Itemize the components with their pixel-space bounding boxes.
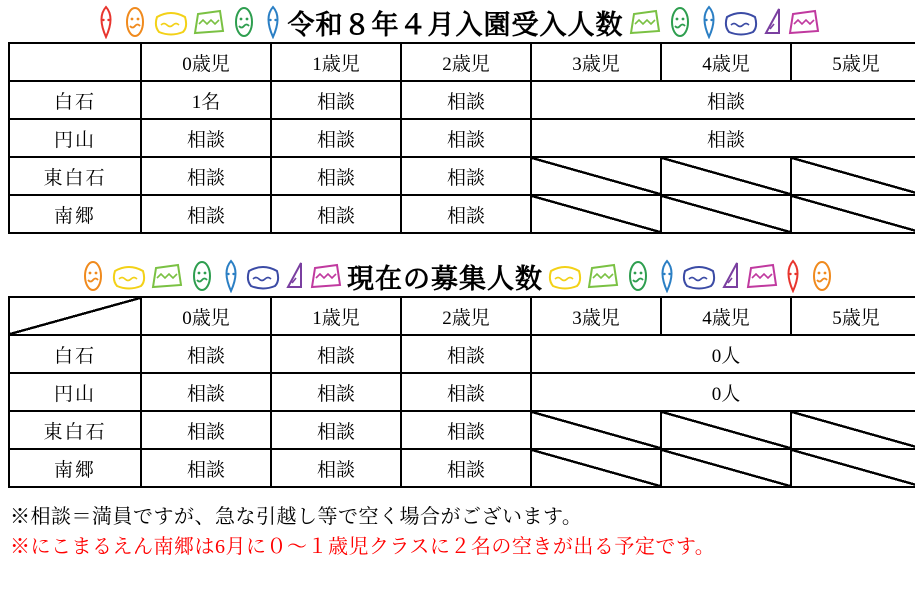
doodle-leaf-icon — [698, 5, 720, 39]
cell-nango-age5-slash — [791, 195, 915, 233]
doodle-triangle-icon — [762, 5, 784, 39]
doodle-trapezoid-icon — [787, 5, 821, 39]
doodle-blob-icon — [723, 5, 759, 39]
doodle-face-icon — [665, 5, 695, 39]
decorations-left-2 — [78, 259, 343, 293]
cell-shiroishi-age1: 相談 — [271, 335, 401, 373]
table-row — [9, 373, 915, 411]
cell-shiroishi-age345: 相談 — [531, 81, 915, 119]
cell-nango-age4-slash — [661, 195, 791, 233]
cell-nango-age2: 相談 — [401, 449, 531, 487]
header-cell-age5: 5歳児 — [791, 297, 915, 335]
row-label-maruyama: 円山 — [9, 119, 141, 157]
table-row — [9, 411, 915, 449]
cell-nango-age0: 相談 — [141, 449, 271, 487]
table-row — [9, 335, 915, 373]
header-cell-corner — [9, 43, 141, 81]
doodle-face-icon — [120, 5, 150, 39]
poster-page — [0, 2, 915, 612]
doodle-leaf-icon — [220, 259, 242, 293]
doodle-trapezoid-icon — [192, 5, 226, 39]
doodle-blob-icon — [153, 5, 189, 39]
header-cell-age3: 3歳児 — [531, 297, 661, 335]
cell-shiroishi-age2: 相談 — [401, 335, 531, 373]
doodle-blob-icon — [681, 259, 717, 293]
cell-nango-age3-slash — [531, 449, 661, 487]
cell-shiroishi-age2: 相談 — [401, 81, 531, 119]
header-cell-age4: 4歳児 — [661, 43, 791, 81]
cell-nango-age2: 相談 — [401, 195, 531, 233]
cell-higashishiroishi-age4-slash — [661, 157, 791, 195]
doodle-blob-icon — [547, 259, 583, 293]
cell-nango-age5-slash — [791, 449, 915, 487]
doodle-leaf-icon — [782, 259, 804, 293]
row-label-higashishiroishi: 東白石 — [9, 411, 141, 449]
row-label-maruyama: 円山 — [9, 373, 141, 411]
doodle-leaf-icon — [95, 5, 117, 39]
section-1-title-row — [0, 2, 915, 42]
cell-maruyama-age1: 相談 — [271, 119, 401, 157]
note-nango-openings: ※にこまるえん南郷は6月に０〜１歳児クラスに２名の空きが出る予定です。 — [10, 536, 716, 558]
cell-higashishiroishi-age1: 相談 — [271, 157, 401, 195]
header-cell-age0: 0歳児 — [141, 297, 271, 335]
section-divider-space — [0, 234, 915, 256]
cell-higashishiroishi-age5-slash — [791, 411, 915, 449]
cell-maruyama-age1: 相談 — [271, 373, 401, 411]
cell-higashishiroishi-age2: 相談 — [401, 157, 531, 195]
doodle-trapezoid-icon — [628, 5, 662, 39]
header-cell-age5: 5歳児 — [791, 43, 915, 81]
cell-nango-age4-slash — [661, 449, 791, 487]
decorations-right-2 — [547, 259, 837, 293]
cell-nango-age1: 相談 — [271, 195, 401, 233]
doodle-face-icon — [623, 259, 653, 293]
doodle-triangle-icon — [720, 259, 742, 293]
cell-shiroishi-age345: 0人 — [531, 335, 915, 373]
doodle-face-icon — [229, 5, 259, 39]
doodle-face-icon — [78, 259, 108, 293]
header-cell-age0: 0歳児 — [141, 43, 271, 81]
cell-higashishiroishi-age0: 相談 — [141, 157, 271, 195]
header-cell-age3: 3歳児 — [531, 43, 661, 81]
table-row — [9, 119, 915, 157]
section-2-title-row — [0, 256, 915, 296]
cell-higashishiroishi-age3-slash — [531, 411, 661, 449]
cell-maruyama-age2: 相談 — [401, 119, 531, 157]
section-2-title: 現在の募集人数 — [347, 263, 543, 294]
doodle-leaf-icon — [656, 259, 678, 293]
cell-nango-age3-slash — [531, 195, 661, 233]
cell-higashishiroishi-age0: 相談 — [141, 411, 271, 449]
doodle-blob-icon — [111, 259, 147, 293]
table-row — [9, 157, 915, 195]
row-label-nango: 南郷 — [9, 449, 141, 487]
doodle-face-icon — [807, 259, 837, 293]
cell-higashishiroishi-age3-slash — [531, 157, 661, 195]
cell-maruyama-age345: 相談 — [531, 119, 915, 157]
table-header-row — [9, 43, 915, 81]
table-april-intake — [8, 42, 915, 234]
table-row — [9, 449, 915, 487]
row-label-nango: 南郷 — [9, 195, 141, 233]
cell-higashishiroishi-age1: 相談 — [271, 411, 401, 449]
cell-higashishiroishi-age2: 相談 — [401, 411, 531, 449]
header-cell-corner-slash — [9, 297, 141, 335]
cell-maruyama-age345: 0人 — [531, 373, 915, 411]
cell-shiroishi-age0: 相談 — [141, 335, 271, 373]
cell-maruyama-age2: 相談 — [401, 373, 531, 411]
row-label-shiroishi: 白石 — [9, 335, 141, 373]
notes-block — [10, 502, 905, 562]
header-cell-age1: 1歳児 — [271, 297, 401, 335]
header-cell-age2: 2歳児 — [401, 43, 531, 81]
cell-shiroishi-age1: 相談 — [271, 81, 401, 119]
row-label-higashishiroishi: 東白石 — [9, 157, 141, 195]
cell-nango-age1: 相談 — [271, 449, 401, 487]
header-cell-age1: 1歳児 — [271, 43, 401, 81]
table-row — [9, 195, 915, 233]
cell-maruyama-age0: 相談 — [141, 119, 271, 157]
row-label-shiroishi: 白石 — [9, 81, 141, 119]
doodle-face-icon — [187, 259, 217, 293]
doodle-trapezoid-icon — [745, 259, 779, 293]
note-soudan: ※相談＝満員ですが、急な引越し等で空く場合がございます。 — [10, 506, 583, 528]
table-row — [9, 81, 915, 119]
cell-higashishiroishi-age4-slash — [661, 411, 791, 449]
cell-maruyama-age0: 相談 — [141, 373, 271, 411]
doodle-triangle-icon — [284, 259, 306, 293]
decorations-left-1 — [95, 5, 284, 39]
doodle-trapezoid-icon — [150, 259, 184, 293]
cell-shiroishi-age0: 1名 — [141, 81, 271, 119]
doodle-leaf-icon — [262, 5, 284, 39]
cell-higashishiroishi-age5-slash — [791, 157, 915, 195]
section-1-title: 令和８年４月入園受入人数 — [287, 9, 624, 40]
header-cell-age4: 4歳児 — [661, 297, 791, 335]
table-current-openings — [8, 296, 915, 488]
decorations-right-1 — [628, 5, 821, 39]
doodle-blob-icon — [245, 259, 281, 293]
header-cell-age2: 2歳児 — [401, 297, 531, 335]
doodle-trapezoid-icon — [586, 259, 620, 293]
table-header-row — [9, 297, 915, 335]
cell-nango-age0: 相談 — [141, 195, 271, 233]
doodle-trapezoid-icon — [309, 259, 343, 293]
